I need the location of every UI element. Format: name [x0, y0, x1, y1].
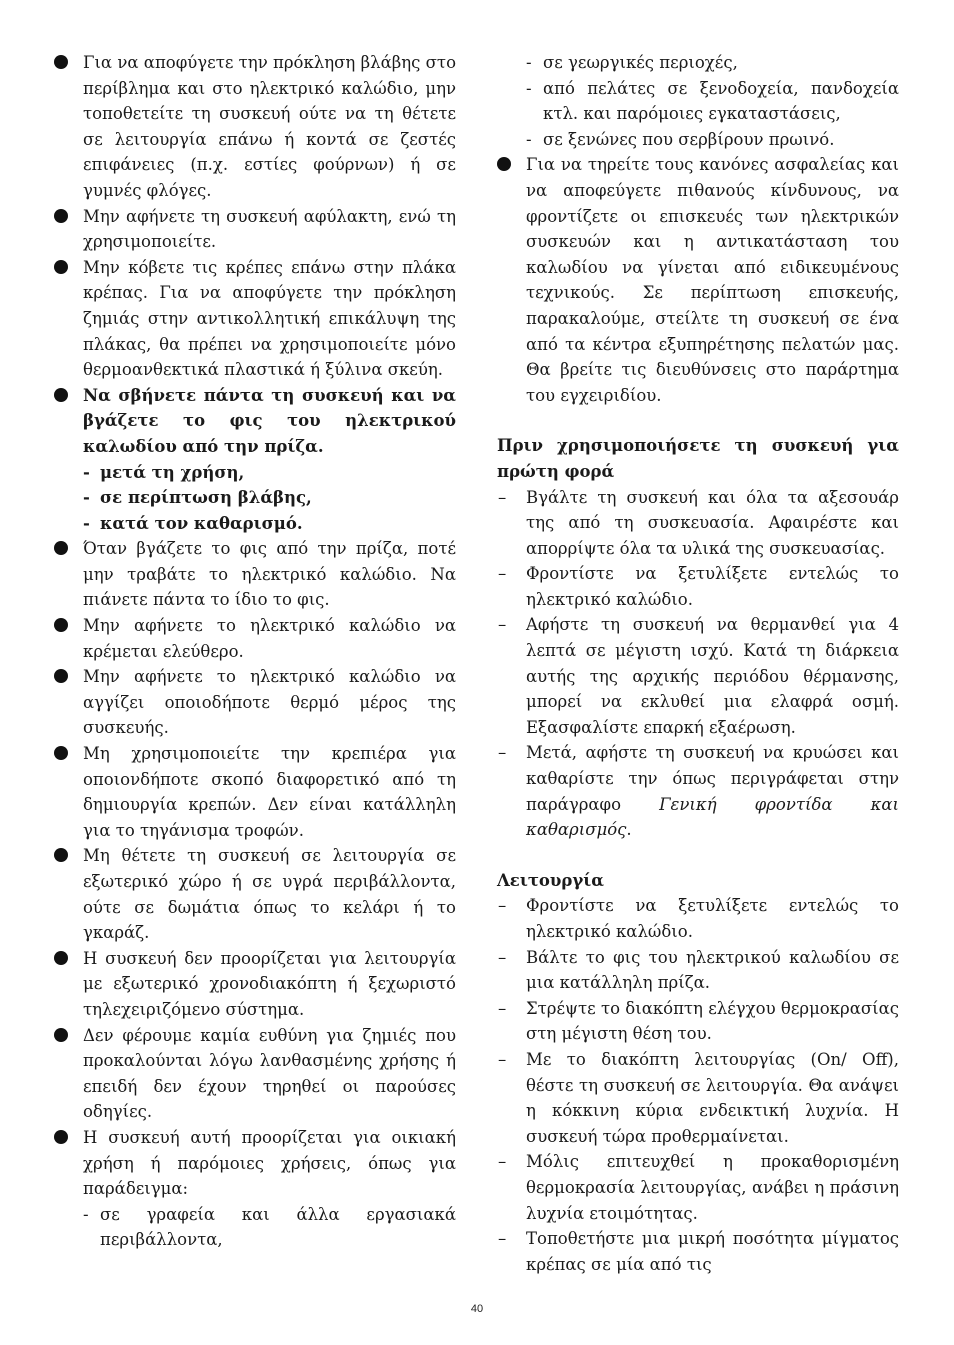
step-item: – Στρέψτε το διακόπτη ελέγχου θερμοκρασίας στη μέγιστη θέση του. — [498, 998, 899, 1044]
section-reference: Γενική φροντίδα και καθαρισμός — [526, 794, 900, 840]
bullet-icon — [54, 1130, 68, 1144]
sub-item: - από πελάτες σε ξενοδοχεία, πανδοχεία κτλ. και παρόμοιες εγκαταστάσεις, — [526, 78, 899, 124]
step-item: – Φροντίστε να ξετυλίξετε εντελώς το ηλεκτρικό καλώδιο. — [498, 896, 899, 941]
safety-item: Μην κόβετε τις κρέπες επάνω στην πλάκα κρέπας. Για να αποφύγετε την πρόκληση ζημιάς στην αντικολλητική επικάλυψη της πλάκας, θα πρέπει να χρησιμοποιείτε μόνο θερμοανθεκτικά πλαστικά ή ξύλινα σκεύη. — [54, 255, 456, 383]
bullet-icon — [54, 388, 68, 402]
safety-item: Μην αφήνετε το ηλεκτρικό καλώδιο να κρέμεται ελεύθερο. — [54, 613, 456, 664]
bullet-icon — [54, 669, 68, 683]
sub-item: - σε ξενώνες που σερβίρουν πρωινό. — [526, 129, 835, 149]
safety-item: Δεν φέρουμε καμία ευθύνη για ζημιές που προκαλούνται λόγω λανθασμένης χρήσης ή επειδή δεν έχουν τηρηθεί οι παρούσες οδηγίες. — [54, 1023, 456, 1125]
bullet-icon — [54, 55, 68, 69]
step-item: – Φροντίστε να ξετυλίξετε εντελώς το ηλεκτρικό καλώδιο. — [498, 564, 899, 609]
section-heading: Πριν χρησιμοποιήσετε τη συσκευή για πρώτη φορά — [497, 436, 899, 481]
safety-item: Όταν βγάζετε το φις από την πρίζα, ποτέ μην τραβάτε το ηλεκτρικό καλώδιο. Να πιάνετε πάντα το ίδιο το φις. — [54, 536, 456, 613]
safety-item-bold: Να σβήνετε πάντα τη συσκευή και να βγάζετε το φις του ηλεκτρικού καλωδίου από την πρίζα. — [54, 383, 456, 460]
bullet-icon — [54, 951, 68, 965]
bullet-icon — [54, 1028, 68, 1042]
right-column — [497, 50, 899, 1277]
sub-item: - σε γραφεία και άλλα εργασιακά περιβάλλοντα, — [83, 1204, 456, 1250]
sub-item: - σε γεωργικές περιοχές, — [526, 53, 738, 72]
sub-item: - μετά τη χρήση, — [83, 462, 245, 482]
step-item: – Με το διακόπτη λειτουργίας (On/ Off), θέστε τη συσκευή σε λειτουργία. Θα ανάψει η κόκκινη κύρια ενδεικτική λυχνία. Η συσκευή τώρα προθερμαίνεται. — [498, 1049, 899, 1146]
step-item: – Τοποθετήστε μια μικρή ποσότητα μίγματος κρέπας σε μία από τις — [498, 1229, 899, 1274]
step-item: – Μετά, αφήστε τη συσκευή να κρυώσει και καθαρίστε την όπως περιγράφεται στην παράγραφο Γενική φροντίδα και καθαρισμός. — [498, 743, 900, 840]
step-item: – Μόλις επιτευχθεί η προκαθορισμένη θερμοκρασία λειτουργίας, ανάβει η πράσινη λυχνία ετοιμότητας. — [498, 1152, 899, 1223]
safety-item: Μην αφήνετε το ηλεκτρικό καλώδιο να αγγίζει οποιοδήποτε θερμό μέρος της συσκευής. — [54, 664, 456, 741]
safety-item: Για να αποφύγετε την πρόκληση βλάβης στο περίβλημα και στο ηλεκτρικό καλώδιο, μην τοποθετείτε τη συσκευή ούτε να τη θέτετε σε λειτουργία επάνω ή κοντά σε ζεστές επιφάνειες (π.χ. εστίες φούρνων) ή σε γυμνές φλόγες. — [54, 50, 456, 204]
bullet-icon — [54, 260, 68, 274]
bullet-icon — [54, 746, 68, 760]
bullet-icon — [54, 618, 68, 632]
safety-item: Μη θέτετε τη συσκευή σε λειτουργία σε εξωτερικό χώρο ή σε υγρά περιβάλλοντα, ούτε σε δωμάτια όπως το κελάρι ή το γκαράζ. — [54, 843, 456, 945]
step-item: – Βγάλτε τη συσκευή και όλα τα αξεσουάρ της από τη συσκευασία. Αφαιρέστε και απορρίψτε όλα τα υλικά της συσκευασίας. — [498, 487, 899, 558]
sub-item: - κατά τον καθαρισμό. — [83, 513, 303, 533]
safety-item: Μην αφήνετε τη συσκευή αφύλακτη, ενώ τη χρησιμοποιείτε. — [54, 204, 456, 255]
step-item: – Αφήστε τη συσκευή να θερμανθεί για 4 λεπτά σε μέγιστη ισχύ. Κατά τη διάρκεια αυτής της αρχικής περιόδου θέρμανσης, μπορεί να εκλυθεί μια ελαφρά οσμή. Εξασφαλίστε επαρκή εξαέρωση. — [498, 615, 899, 737]
step-item: – Βάλτε το φις του ηλεκτρικού καλωδίου σε μια κατάλληλη πρίζα. — [498, 947, 899, 993]
safety-item: Για να τηρείτε τους κανόνες ασφαλείας και να αποφεύγετε πιθανούς κίνδυνους, να φροντίζετε οι επισκευές των ηλεκτρικών συσκευών και η αντικατάσταση του καλωδίου να γίνεται από ειδικευμένους τεχνικούς. Σε περίπτωση επισκευής, παρακαλούμε, στείλτε τη συσκευή σε ένα από τα κέντρα εξυπηρέτησης πελατών μας. Θα βρείτε τις διευθύνσεις στο παράρτημα του εγχειριδίου. — [497, 152, 899, 408]
bullet-icon — [54, 848, 68, 862]
left-column — [54, 50, 456, 1253]
safety-item: Μη χρησιμοποιείτε την κρεπιέρα για οποιονδήποτε σκοπό διαφορετικό από τη δημιουργία κρεπών. Δεν είναι κατάλληλη για το τηγάνισμα τροφών. — [54, 741, 456, 843]
bullet-icon — [497, 157, 511, 171]
safety-item: Η συσκευή δεν προορίζεται για λειτουργία με εξωτερικό χρονοδιακόπτη ή ξεχωριστό τηλεχειριζόμενο σύστημα. — [54, 946, 456, 1023]
bullet-icon — [54, 541, 68, 555]
sub-item: - σε περίπτωση βλάβης, — [83, 488, 312, 508]
bullet-icon — [54, 209, 68, 223]
section-heading: Λειτουργία — [497, 870, 604, 890]
safety-item: Η συσκευή αυτή προορίζεται για οικιακή χρήση ή παρόμοιες χρήσεις, όπως για παράδειγμα: — [54, 1125, 456, 1202]
page-number: 40 — [470, 1303, 484, 1315]
